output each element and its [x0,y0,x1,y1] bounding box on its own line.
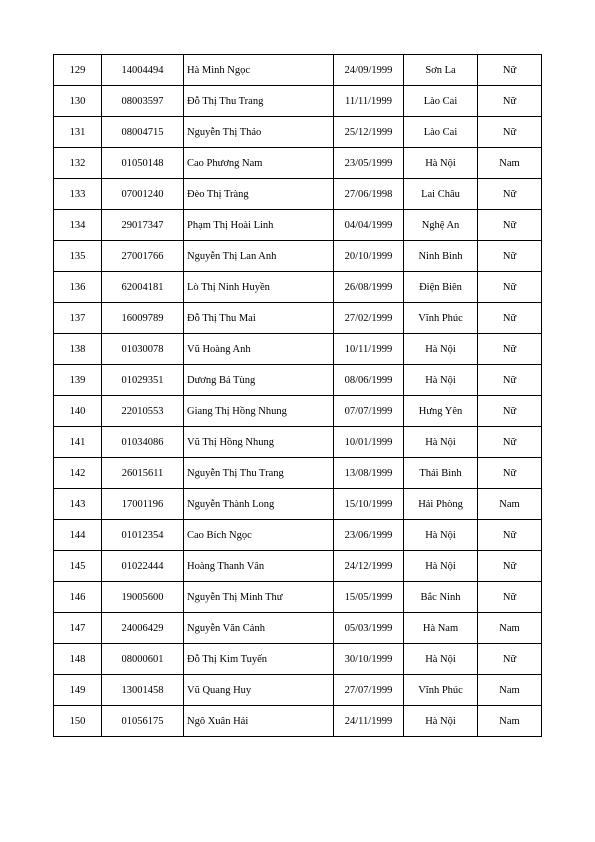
birth-date-cell: 23/05/1999 [334,148,404,179]
birth-date-cell: 27/06/1998 [334,179,404,210]
birth-date-cell: 04/04/1999 [334,210,404,241]
row-index-cell: 135 [54,241,102,272]
gender-cell: Nữ [478,582,542,613]
birth-date-cell: 24/09/1999 [334,55,404,86]
table-row [54,706,542,737]
birth-place-cell: Lào Cai [404,117,478,148]
full-name-cell: Nguyễn Thị Lan Anh [184,241,334,272]
candidate-number-cell: 17001196 [102,489,184,520]
birth-place-cell: Lào Cai [404,86,478,117]
candidate-number-cell: 29017347 [102,210,184,241]
full-name-cell: Lò Thị Ninh Huyền [184,272,334,303]
birth-date-cell: 27/02/1999 [334,303,404,334]
full-name-cell: Dương Bá Tùng [184,365,334,396]
candidate-number-cell: 22010553 [102,396,184,427]
table-row [54,582,542,613]
table-row [54,675,542,706]
table-row [54,489,542,520]
table-row [54,613,542,644]
candidate-number-cell: 01056175 [102,706,184,737]
full-name-cell: Cao Phương Nam [184,148,334,179]
candidate-number-cell: 08003597 [102,86,184,117]
row-index-cell: 146 [54,582,102,613]
birth-place-cell: Lai Châu [404,179,478,210]
gender-cell: Nam [478,148,542,179]
birth-date-cell: 26/08/1999 [334,272,404,303]
birth-place-cell: Hà Nội [404,706,478,737]
full-name-cell: Nguyễn Thị Thảo [184,117,334,148]
birth-place-cell: Hà Nội [404,551,478,582]
table-row [54,303,542,334]
birth-date-cell: 05/03/1999 [334,613,404,644]
row-index-cell: 149 [54,675,102,706]
birth-place-cell: Hà Nội [404,334,478,365]
gender-cell: Nữ [478,458,542,489]
candidate-number-cell: 27001766 [102,241,184,272]
full-name-cell: Vũ Hoàng Anh [184,334,334,365]
table-row [54,644,542,675]
table-row [54,396,542,427]
gender-cell: Nữ [478,365,542,396]
full-name-cell: Đỗ Thị Thu Trang [184,86,334,117]
gender-cell: Nam [478,613,542,644]
table-row [54,334,542,365]
full-name-cell: Cao Bích Ngọc [184,520,334,551]
birth-place-cell: Ninh Bình [404,241,478,272]
full-name-cell: Hoàng Thanh Vân [184,551,334,582]
candidate-number-cell: 08004715 [102,117,184,148]
birth-date-cell: 10/11/1999 [334,334,404,365]
birth-date-cell: 10/01/1999 [334,427,404,458]
birth-date-cell: 08/06/1999 [334,365,404,396]
row-index-cell: 140 [54,396,102,427]
full-name-cell: Nguyễn Thành Long [184,489,334,520]
birth-date-cell: 11/11/1999 [334,86,404,117]
birth-date-cell: 13/08/1999 [334,458,404,489]
table-row [54,148,542,179]
candidate-number-cell: 08000601 [102,644,184,675]
candidate-number-cell: 26015611 [102,458,184,489]
candidate-number-cell: 14004494 [102,55,184,86]
gender-cell: Nữ [478,210,542,241]
row-index-cell: 130 [54,86,102,117]
row-index-cell: 144 [54,520,102,551]
gender-cell: Nữ [478,334,542,365]
birth-place-cell: Nghệ An [404,210,478,241]
birth-place-cell: Vĩnh Phúc [404,303,478,334]
row-index-cell: 138 [54,334,102,365]
full-name-cell: Phạm Thị Hoài Linh [184,210,334,241]
table-row [54,458,542,489]
candidate-number-cell: 19005600 [102,582,184,613]
birth-date-cell: 24/12/1999 [334,551,404,582]
birth-place-cell: Thái Bình [404,458,478,489]
row-index-cell: 134 [54,210,102,241]
birth-place-cell: Hưng Yên [404,396,478,427]
gender-cell: Nữ [478,179,542,210]
gender-cell: Nữ [478,272,542,303]
candidate-number-cell: 62004181 [102,272,184,303]
gender-cell: Nam [478,675,542,706]
full-name-cell: Đỗ Thị Thu Mai [184,303,334,334]
gender-cell: Nữ [478,117,542,148]
birth-place-cell: Hải Phòng [404,489,478,520]
full-name-cell: Hà Minh Ngọc [184,55,334,86]
row-index-cell: 137 [54,303,102,334]
full-name-cell: Vũ Quang Huy [184,675,334,706]
birth-date-cell: 30/10/1999 [334,644,404,675]
candidate-number-cell: 07001240 [102,179,184,210]
full-name-cell: Nguyễn Văn Cảnh [184,613,334,644]
birth-date-cell: 25/12/1999 [334,117,404,148]
row-index-cell: 133 [54,179,102,210]
birth-date-cell: 23/06/1999 [334,520,404,551]
table-row [54,272,542,303]
table-row [54,551,542,582]
candidate-number-cell: 16009789 [102,303,184,334]
row-index-cell: 142 [54,458,102,489]
birth-date-cell: 27/07/1999 [334,675,404,706]
row-index-cell: 139 [54,365,102,396]
candidate-number-cell: 24006429 [102,613,184,644]
row-index-cell: 143 [54,489,102,520]
gender-cell: Nữ [478,551,542,582]
gender-cell: Nam [478,706,542,737]
birth-place-cell: Hà Nội [404,520,478,551]
birth-place-cell: Hà Nội [404,148,478,179]
gender-cell: Nữ [478,303,542,334]
table-row [54,210,542,241]
candidate-number-cell: 01030078 [102,334,184,365]
candidate-number-cell: 01050148 [102,148,184,179]
birth-date-cell: 07/07/1999 [334,396,404,427]
gender-cell: Nữ [478,55,542,86]
birth-place-cell: Điện Biên [404,272,478,303]
birth-date-cell: 24/11/1999 [334,706,404,737]
table-row [54,55,542,86]
table-row [54,520,542,551]
candidate-number-cell: 01029351 [102,365,184,396]
birth-date-cell: 20/10/1999 [334,241,404,272]
table-row [54,427,542,458]
full-name-cell: Đèo Thị Tràng [184,179,334,210]
gender-cell: Nữ [478,644,542,675]
student-list-table [53,54,542,737]
table-body [54,55,542,737]
row-index-cell: 132 [54,148,102,179]
gender-cell: Nữ [478,520,542,551]
row-index-cell: 131 [54,117,102,148]
candidate-number-cell: 01034086 [102,427,184,458]
birth-date-cell: 15/10/1999 [334,489,404,520]
birth-place-cell: Hà Nội [404,644,478,675]
gender-cell: Nữ [478,86,542,117]
full-name-cell: Nguyễn Thị Thu Trang [184,458,334,489]
birth-place-cell: Hà Nội [404,427,478,458]
row-index-cell: 150 [54,706,102,737]
birth-place-cell: Hà Nam [404,613,478,644]
table-row [54,179,542,210]
gender-cell: Nữ [478,241,542,272]
full-name-cell: Đỗ Thị Kim Tuyến [184,644,334,675]
full-name-cell: Nguyễn Thị Minh Thư [184,582,334,613]
row-index-cell: 147 [54,613,102,644]
table-row [54,117,542,148]
row-index-cell: 141 [54,427,102,458]
birth-place-cell: Hà Nội [404,365,478,396]
birth-place-cell: Bắc Ninh [404,582,478,613]
table-row [54,241,542,272]
birth-date-cell: 15/05/1999 [334,582,404,613]
row-index-cell: 129 [54,55,102,86]
full-name-cell: Ngô Xuân Hải [184,706,334,737]
birth-place-cell: Sơn La [404,55,478,86]
candidate-number-cell: 01022444 [102,551,184,582]
row-index-cell: 145 [54,551,102,582]
table-row [54,365,542,396]
candidate-number-cell: 13001458 [102,675,184,706]
row-index-cell: 148 [54,644,102,675]
birth-place-cell: Vĩnh Phúc [404,675,478,706]
table-row [54,86,542,117]
full-name-cell: Vũ Thị Hồng Nhung [184,427,334,458]
candidate-number-cell: 01012354 [102,520,184,551]
gender-cell: Nữ [478,427,542,458]
row-index-cell: 136 [54,272,102,303]
full-name-cell: Giang Thị Hồng Nhung [184,396,334,427]
gender-cell: Nữ [478,396,542,427]
gender-cell: Nam [478,489,542,520]
